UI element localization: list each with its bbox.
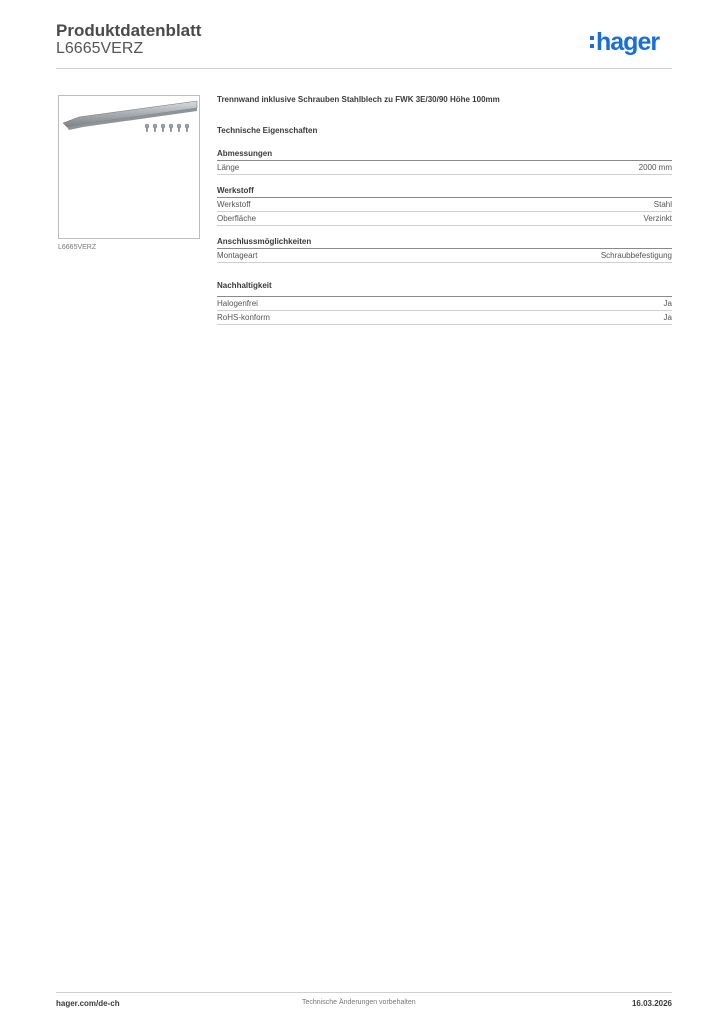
property-value: 2000 mm — [638, 163, 672, 172]
property-row — [217, 297, 672, 311]
hager-logo[interactable] — [590, 26, 659, 58]
logo-text: hager — [596, 27, 660, 56]
product-code: L6665VERZ — [56, 40, 144, 57]
product-description: Trennwand inklusive Schrauben Stahlblech zu FWK 3E/30/90 Höhe 100mm — [217, 95, 500, 104]
footer-date: 16.03.2026 — [631, 999, 672, 1008]
image-caption: L6665VERZ — [58, 244, 97, 251]
property-row — [217, 311, 672, 325]
property-label: Halogenfrei — [217, 299, 258, 308]
product-illustration — [59, 96, 199, 238]
page-title: Produktdatenblatt — [56, 21, 202, 40]
property-value: Verzinkt — [643, 214, 672, 223]
section-title: Anschlussmöglichkeiten — [217, 237, 672, 249]
header-divider — [56, 68, 672, 69]
property-value: Stahl — [653, 200, 672, 209]
logo-dots-icon — [590, 36, 594, 48]
product-details — [217, 95, 672, 336]
footer-website-link[interactable]: hager.com/de-ch — [56, 999, 120, 1008]
section-title: Abmessungen — [217, 149, 672, 161]
property-row — [217, 249, 672, 263]
property-value: Ja — [663, 313, 672, 322]
property-row — [217, 198, 672, 212]
technical-properties-title: Technische Eigenschaften — [217, 126, 318, 135]
section-title: Nachhaltigkeit — [217, 281, 672, 297]
property-label: Montageart — [217, 251, 258, 260]
property-label: Länge — [217, 163, 240, 172]
property-row — [217, 212, 672, 226]
section-abmessungen — [217, 149, 672, 175]
property-value: Schraubbefestigung — [600, 251, 672, 260]
section-title: Werkstoff — [217, 186, 672, 198]
footer-note: Technische Änderungen vorbehalten — [302, 999, 416, 1006]
section-anschlussmoeglichkeiten — [217, 237, 672, 263]
property-value: Ja — [663, 299, 672, 308]
property-row — [217, 161, 672, 175]
section-nachhaltigkeit — [217, 281, 672, 325]
property-label: Werkstoff — [217, 200, 251, 209]
screws-group — [145, 124, 189, 132]
property-label: Oberfläche — [217, 214, 257, 223]
property-label: RoHS-konform — [217, 313, 270, 322]
footer-divider — [56, 992, 672, 993]
section-werkstoff — [217, 186, 672, 226]
product-image — [58, 95, 200, 239]
